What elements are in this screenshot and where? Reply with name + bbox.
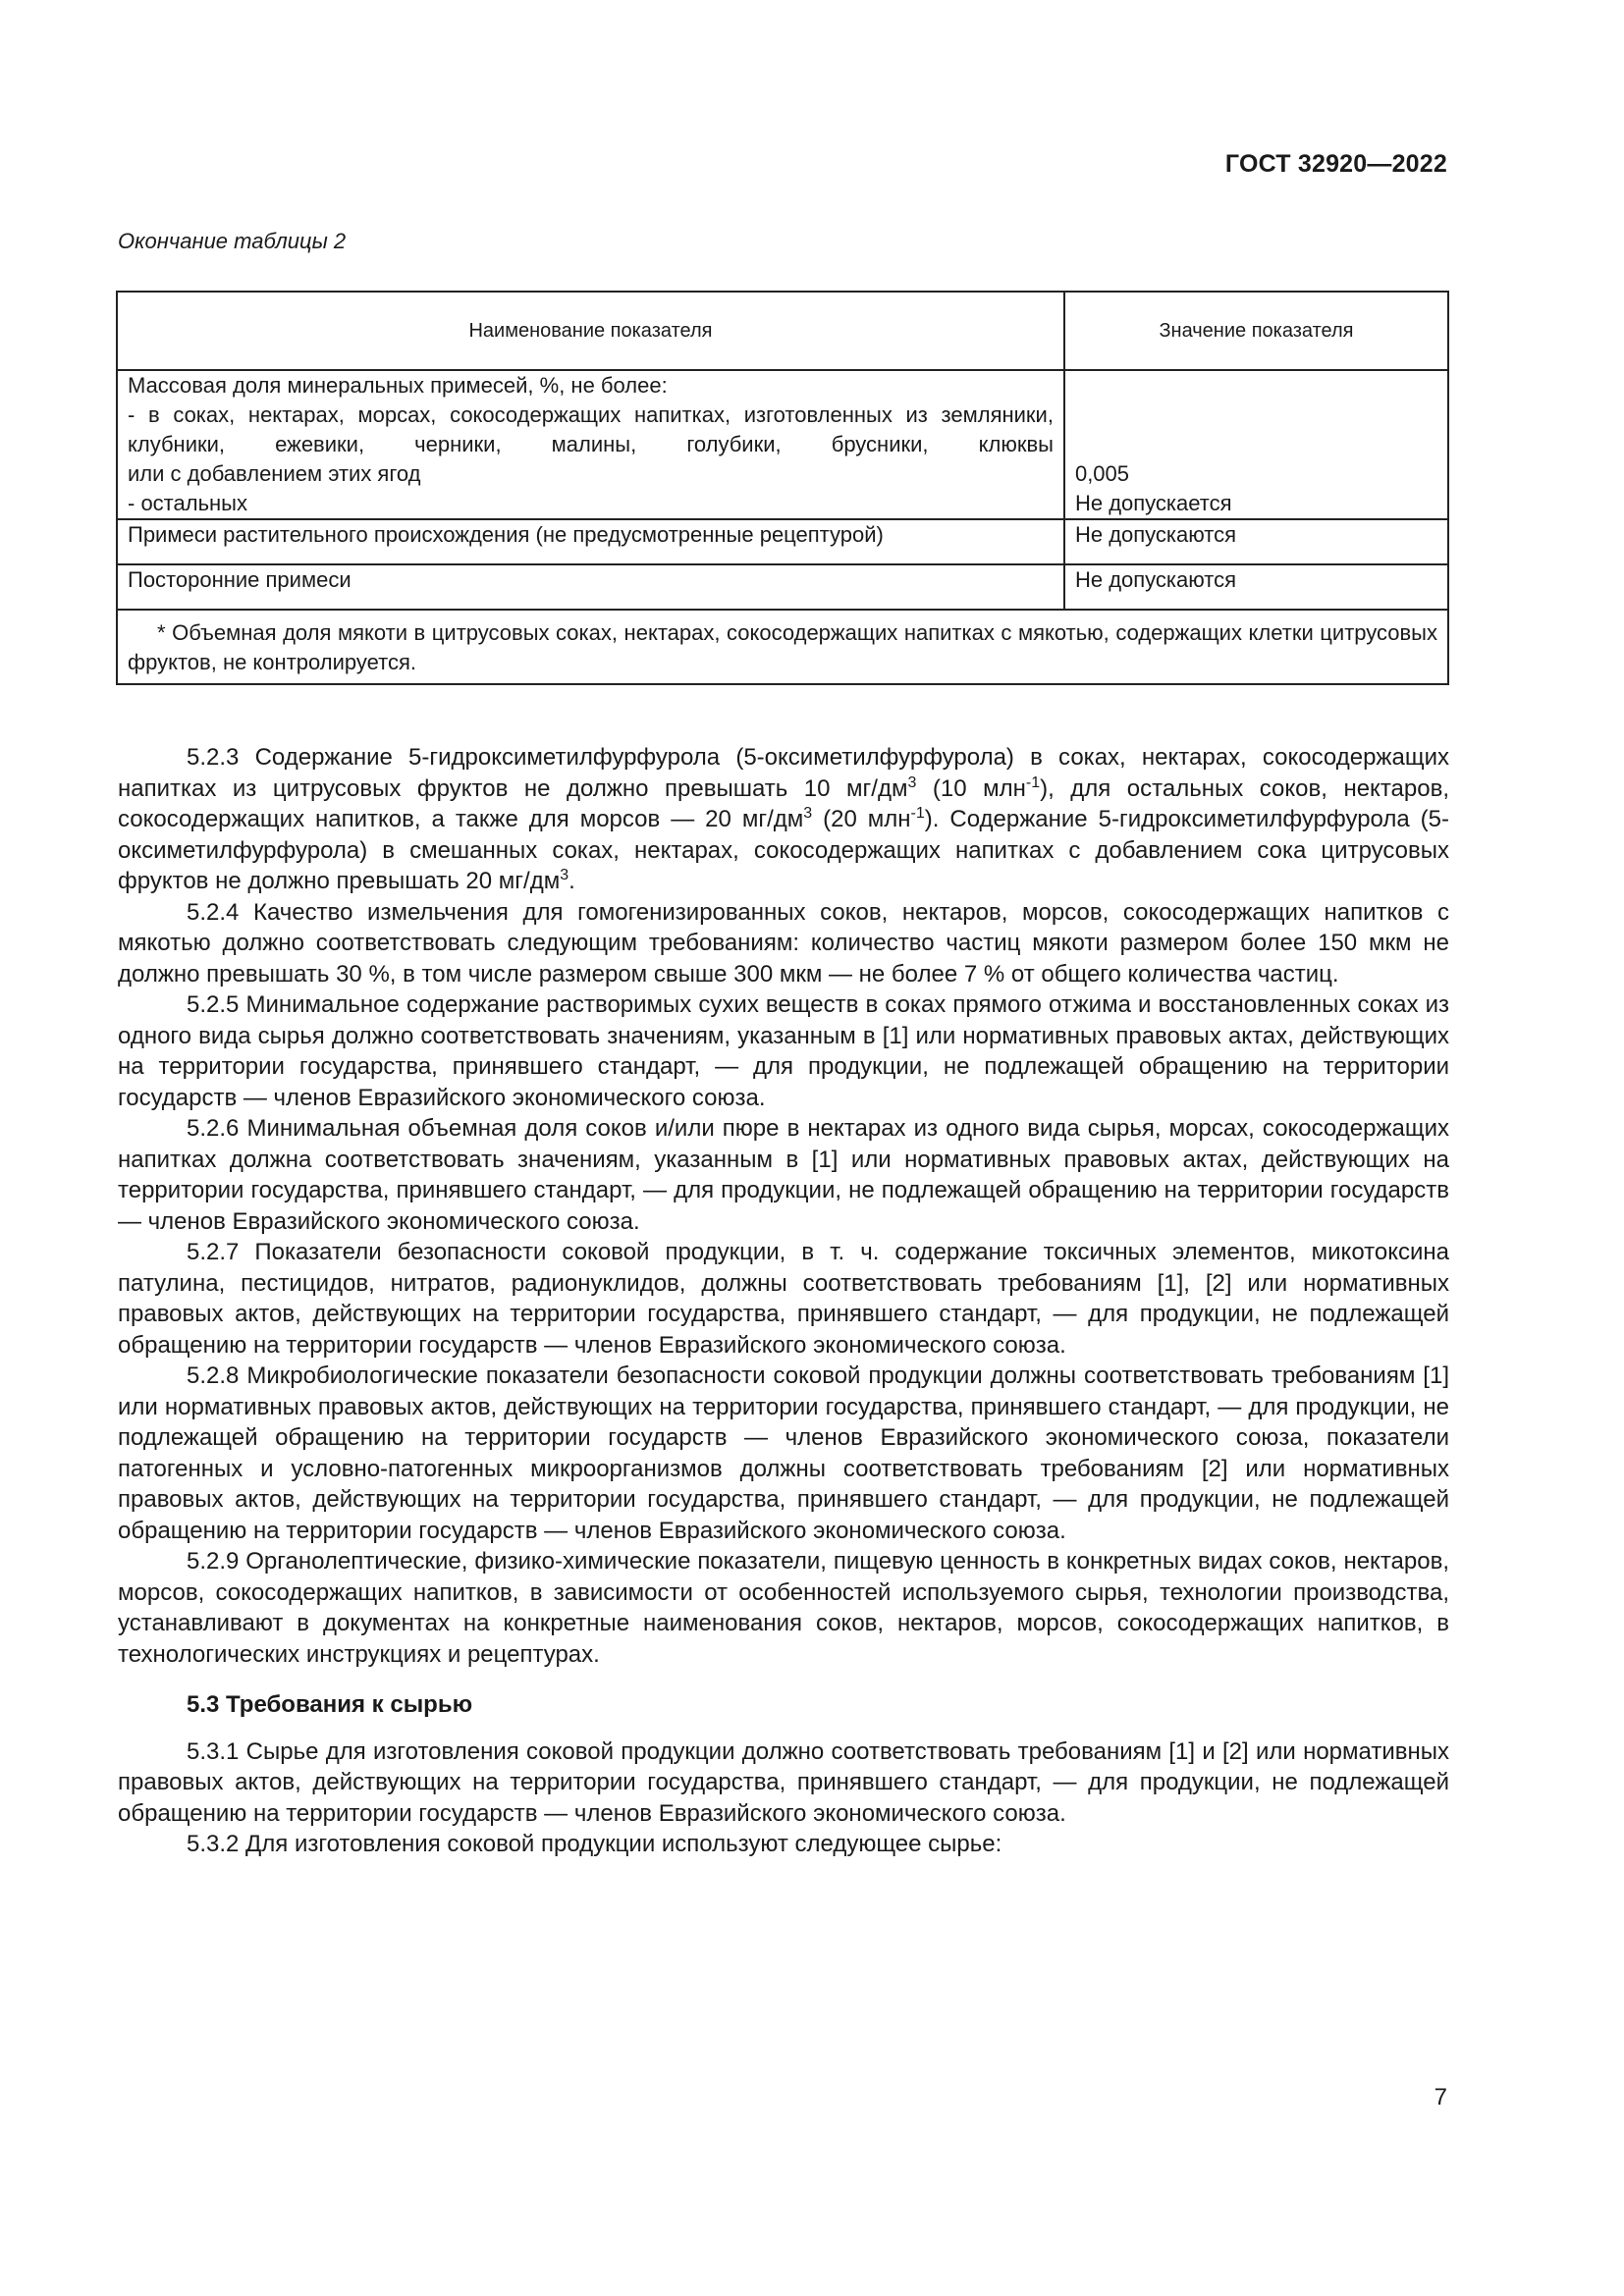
paragraph-5-2-5: 5.2.5 Минимальное содержание растворимых сухих веществ в соках прямого отжима и восстановленных соках из одного вида сырья должно соответствовать значениям, указанным в [1] или нормативных правовых актах, действующих на территории государства, принявшего стандарт, — для продукции, не подлежащей обращению на территории государств — членов Евразийского экономического союза. <box>118 991 1449 1111</box>
table-header-row <box>117 292 1448 370</box>
p523-text-c: ), для остальных соков, нектаров, сокосодержащих напитков, а также для морсов — 20 мг/дм <box>118 774 1449 832</box>
minerals-value-other: Не допускается <box>1074 491 1232 515</box>
cell-plant-value: Не допускаются <box>1064 519 1448 564</box>
paragraph-5-2-9: 5.2.9 Органолептические, физико-химические показатели, пищевую ценность в конкретных видах соков, нектаров, морсов, сокосодержащих напитков, в зависимости от особенностей используемого сырья, технологии производства, устанавливают в документах на конкретные наименования соков, нектаров, морсов, сокосодержащих напитков, в технологических инструкциях и рецептурах. <box>118 1548 1449 1668</box>
minerals-item-berries: - в соках, нектарах, морсах, сокосодержащих напитках, изготовленных из земляники, клубники, ежевики, черники, малины, голубики, брусники, клюквы <box>128 402 1054 456</box>
cell-foreign-name: Посторонние примеси <box>117 564 1064 610</box>
minerals-value-berries: 0,005 <box>1074 461 1130 486</box>
p523-sup-4: -1 <box>910 805 925 822</box>
minerals-item-berries-end: или с добавлением этих ягод <box>128 461 421 486</box>
paragraph-5-3-2: 5.3.2 Для изготовления соковой продукции используют следующее сырье: <box>187 1831 1002 1857</box>
cell-plant-name: Примеси растительного происхождения (не предусмотренные рецептурой) <box>117 519 1064 564</box>
column-header-value: Значение показателя <box>1064 292 1448 370</box>
table-caption: Окончание таблицы 2 <box>118 229 347 253</box>
column-header-indicator: Наименование показателя <box>117 292 1064 370</box>
document-body <box>118 742 1449 1860</box>
p523-sup-3: 3 <box>803 805 813 822</box>
paragraph-5-2-4: 5.2.4 Качество измельчения для гомогенизированных соков, нектаров, морсов, сокосодержащих напитков с мякотью должно соответствовать следующим требованиям: количество частиц мякоти размером более 150 мкм не должно превышать 30 %, в том числе размером свыше 300 мкм — не более 7 % от общего количества частиц. <box>118 898 1449 988</box>
document-code: ГОСТ 32920—2022 <box>1224 150 1447 178</box>
p523-sup-5: 3 <box>560 867 569 883</box>
p523-text-d: (20 млн <box>812 806 911 832</box>
table-row-plant-impurities <box>117 519 1448 564</box>
minerals-item-other: - остальных <box>128 491 247 515</box>
table-row-foreign-impurities <box>117 564 1448 610</box>
cell-minerals-name <box>117 370 1064 519</box>
table-footnote: * Объемная доля мякоти в цитрусовых соках, нектарах, сокосодержащих напитках с мякотью, содержащих клетки цитрусовых фруктов, не контролируется. <box>117 610 1448 684</box>
table-row-minerals <box>117 370 1448 519</box>
cell-foreign-value: Не допускаются <box>1064 564 1448 610</box>
p523-sup-1: 3 <box>907 774 917 791</box>
p523-text-b: (10 млн <box>916 774 1026 802</box>
minerals-title: Массовая доля минеральных примесей, %, не более: <box>128 373 668 398</box>
paragraph-5-3-1: 5.3.1 Сырье для изготовления соковой продукции должно соответствовать требованиям [1] и [2] или нормативных правовых актов, действующих на территории государства, принявшего стандарт, — для продукции, не подлежащей обращению на территории государств — членов Евразийского экономического союза. <box>118 1737 1449 1827</box>
cell-minerals-value <box>1064 370 1448 519</box>
requirements-table <box>116 291 1449 685</box>
p523-text-a: 5.2.3 Содержание 5-гидроксиметилфурфурола (5-оксиметилфурфурола) в соках, нектарах, сокосодержащих напитках из цитрусовых фруктов не должно превышать 10 мг/дм <box>118 744 1449 802</box>
paragraph-5-2-7: 5.2.7 Показатели безопасности соковой продукции, в т. ч. содержание токсичных элементов, микотоксина патулина, пестицидов, нитратов, радионуклидов, должны соответствовать требованиям [1], [2] или нормативных правовых актов, действующих на территории государства, принявшего стандарт, — для продукции, не подлежащей обращению на территории государств — членов Евразийского экономического союза. <box>118 1239 1449 1359</box>
table-footnote-row <box>117 610 1448 684</box>
section-heading-5-3: 5.3 Требования к сырью <box>187 1691 473 1718</box>
p523-sup-2: -1 <box>1025 774 1041 791</box>
p523-text-f: . <box>568 868 575 894</box>
paragraph-5-2-3 <box>118 742 1449 897</box>
page-number: 7 <box>1434 2084 1447 2110</box>
paragraph-5-2-6: 5.2.6 Минимальная объемная доля соков и/или пюре в нектарах из одного вида сырья, морсах, сокосодержащих напитках должна соответствовать значениям, указанным в [1] или нормативных правовых актах, действующих на территории государства, принявшего стандарт, — для продукции, не подлежащей обращению на территории государств — членов Евразийского экономического союза. <box>118 1115 1449 1235</box>
p523-text-e: ). Содержание 5-гидроксиметилфурфурола (5-оксиметилфурфурола) в смешанных соках, нектарах, сокосодержащих напитках с добавлением сока цитрусовых фруктов не должно превышать 20 мг/дм <box>118 806 1449 894</box>
paragraph-5-2-8: 5.2.8 Микробиологические показатели безопасности соковой продукции должны соответствовать требованиям [1] или нормативных правовых актов, действующих на территории государства, принявшего стандарт, — для продукции, не подлежащей обращению на территории государств — членов Евразийского экономического союза, показатели патогенных и условно-патогенных микроорганизмов должны соответствовать требованиям [2] или нормативных правовых актов, действующих на территории государства, принявшего стандарт, — для продукции, не подлежащей обращению на территории государств — членов Евразийского экономического союза. <box>118 1362 1449 1544</box>
